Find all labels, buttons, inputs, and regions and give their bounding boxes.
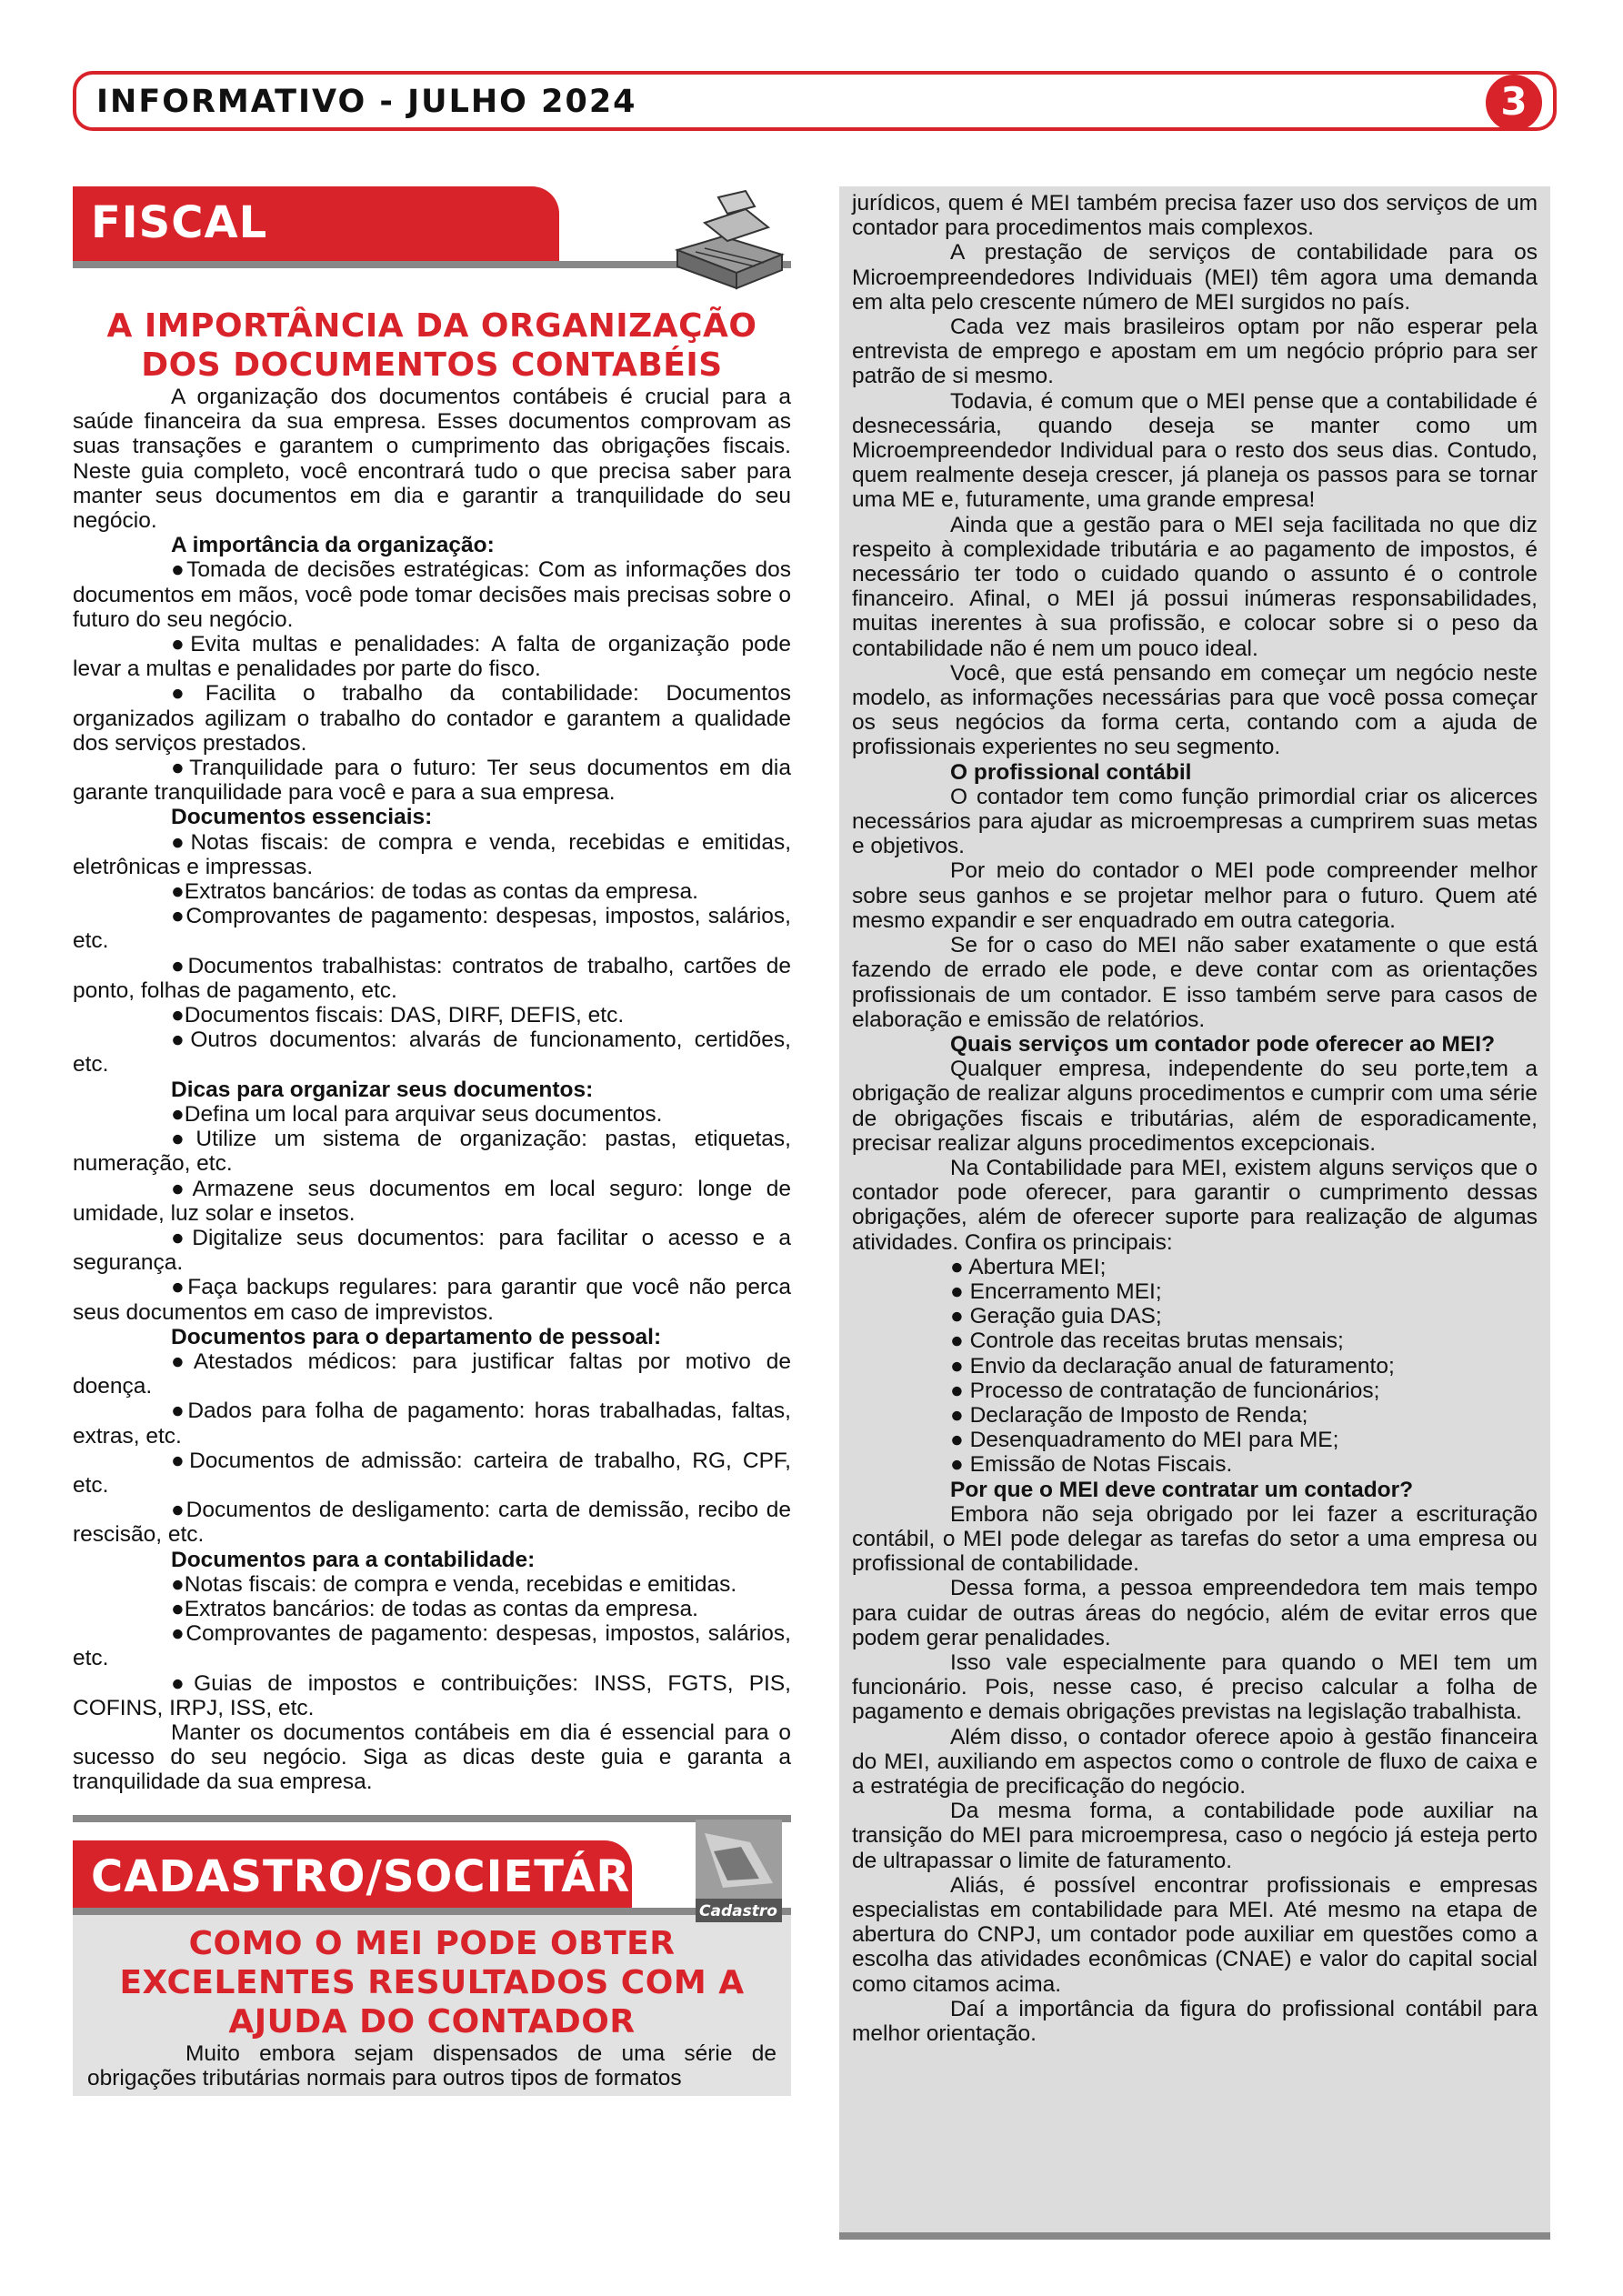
paragraph: Se for o caso do MEI não saber exatamente o que está fazendo de errado ele pode, e deve contar com as orientações profissionais de um contador. E isso também serve para casos de elaboração e emissão de relatórios. [852, 933, 1538, 1032]
paragraph: ●Digitalize seus documentos: para facilitar o acesso e a segurança. [73, 1225, 791, 1276]
paragraph: ●Notas fiscais: de compra e venda, recebidas e emitidas, eletrônicas e impressas. [73, 829, 791, 879]
fiscal-banner [73, 186, 791, 268]
list-item: ● Envio da declaração anual de faturamento; [950, 1353, 1395, 1379]
subheading: Por que o MEI deve contratar um contador? [950, 1477, 1414, 1502]
paragraph: Dessa forma, a pessoa empreendedora tem mais tempo para cuidar de outras áreas do negócio, além de evitar erros que podem gerar penalidades. [852, 1576, 1538, 1650]
paragraph: Aliás, é possível encontrar profissionais e empresas especialistas em contabilidade para MEI. Até mesmo na etapa de abertura do CNPJ, um contador pode auxiliar em questões como a escolha das atividades econômicas (CNAE) e valor do capital social como citamos acima. [852, 1872, 1538, 1997]
page-number: 3 [1486, 75, 1542, 131]
paragraph: O contador tem como função primordial criar os alicerces necessários para ajudar as microempresas a cumprirem suas metas e objetivos. [852, 784, 1538, 859]
cadastro-banner [73, 1815, 791, 1920]
list-item: ● Controle das receitas brutas mensais; [950, 1328, 1344, 1354]
paragraph: ●Faça backups regulares: para garantir que você não perca seus documentos em caso de imprevistos. [73, 1275, 791, 1325]
list-item: ● Abertura MEI; [950, 1254, 1107, 1279]
fiscal-article-body [73, 385, 791, 1795]
right-column [839, 186, 1550, 2232]
fiscal-banner-red [73, 186, 559, 261]
paragraph: Cada vez mais brasileiros optam por não esperar pela entrevista de emprego e apostam em um negócio próprio para ser patrão de si mesmo. [852, 315, 1538, 389]
subheading: Dicas para organizar seus documentos: [171, 1077, 594, 1102]
paragraph: Por meio do contador o MEI pode compreender melhor sobre seus ganhos e se projetar melhor para o futuro. Quem até mesmo expandir e ser enquadrado em outra categoria. [852, 858, 1538, 933]
paragraph: Além disso, o contador oferece apoio à gestão financeira do MEI, auxiliando em aspectos como o controle de fluxo de caixa e a estratégia de precificação do negócio. [852, 1724, 1538, 1799]
paragraph: A prestação de serviços de contabilidade para os Microempreendedores Individuais (MEI) têm agora uma demanda em alta pelo crescente número de MEI surgidos no país. [852, 240, 1538, 315]
list-item: ● Processo de contratação de funcionários; [950, 1378, 1380, 1403]
cadastro-title-line2: EXCELENTES RESULTADOS COM A [119, 1963, 745, 2001]
paragraph: Você, que está pensando em começar um negócio neste modelo, as informações necessárias para que você possa começar os seus negócios da forma certa, contando com a ajuda de profissionais experientes no seu segmento. [852, 660, 1538, 760]
paragraph: ●Atestados médicos: para justificar faltas por motivo de doença. [73, 1349, 791, 1399]
paragraph: ●Defina um local para arquivar seus documentos. [171, 1101, 663, 1127]
paragraph: ●Extratos bancários: de todas as contas da empresa. [171, 1596, 698, 1621]
cadastro-banner-rule [73, 1908, 791, 1915]
paragraph: Isso vale especialmente para quando o MEI tem um funcionário. Pois, nesse caso, é preciso calcular a folha de pagamento e demais obrigações previstas na legislação trabalhista. [852, 1649, 1538, 1725]
cadastro-icon-label: Cadastro [699, 1901, 777, 1920]
paragraph: ●Facilita o trabalho da contabilidade: Documentos organizados agilizam o trabalho do contador e garantem a qualidade dos serviços prestados. [73, 681, 791, 756]
paragraph: ●Comprovantes de pagamento: despesas, impostos, salários, etc. [73, 904, 791, 954]
paragraph: Da mesma forma, a contabilidade pode auxiliar na transição do MEI para microempresa, caso o negócio já esteja perto de ultrapassar o limite de faturamento. [852, 1799, 1538, 1873]
subheading: Quais serviços um contador pode oferecer ao MEI? [950, 1031, 1496, 1057]
list-item: ● Declaração de Imposto de Renda; [950, 1402, 1308, 1428]
cadastro-icon [696, 1815, 782, 1922]
cadastro-banner-label: CADASTRO/SOCIETÁRIO [91, 1850, 686, 1902]
paragraph: Ainda que a gestão para o MEI seja facilitada no que diz respeito à complexidade tributária e ao pagamento de impostos, é necessário ter todo o cuidado quando o assunto é o controle financeiro. Afinal, o MEI já possui inúmeras responsabilidades, muitas inerentes à sua profissão, e colocar sobre si o peso da contabilidade não é nem um pouco ideal. [852, 512, 1538, 661]
fiscal-title-line1: A IMPORTÂNCIA DA ORGANIZAÇÃO [106, 307, 757, 345]
header-title: INFORMATIVO - JULHO 2024 [96, 84, 637, 120]
left-column [73, 186, 791, 2096]
paragraph: ●Utilize um sistema de organização: pastas, etiquetas, numeração, etc. [73, 1127, 791, 1177]
cadastro-title-line1: COMO O MEI PODE OBTER [188, 1924, 676, 1962]
page-header [73, 71, 1557, 131]
list-item: ● Encerramento MEI; [950, 1278, 1162, 1304]
list-item: ● Desenquadramento do MEI para ME; [950, 1428, 1339, 1453]
paragraph: ●Dados para folha de pagamento: horas trabalhadas, faltas, extras, etc. [73, 1399, 791, 1449]
paragraph: ●Comprovantes de pagamento: despesas, impostos, salários, etc. [73, 1621, 791, 1671]
cadastro-intro: Muito embora sejam dispensados de uma série de obrigações tributárias normais para outros tipos de formatos [87, 2040, 776, 2090]
paragraph: Todavia, é comum que o MEI pense que a contabilidade é desnecessária, quando deseja se manter como um Microempreendedor Individual para o resto dos seus dias. Contudo, quem realmente deseja crescer, já planeja os passos para se tornar uma ME e, futuramente, uma grande empresa! [852, 388, 1538, 513]
paragraph: Manter os documentos contábeis em dia é essencial para o sucesso do seu negócio. Siga as dicas deste guia e garanta a tranquilidade da sua empresa. [73, 1719, 791, 1795]
cadastro-title-line3: AJUDA DO CONTADOR [228, 2002, 636, 2040]
subheading: Documentos para o departamento de pessoal: [171, 1324, 662, 1349]
paragraph: ●Extratos bancários: de todas as contas da empresa. [171, 879, 698, 905]
paragraph: ●Armazene seus documentos em local seguro: longe de umidade, luz solar e insetos. [73, 1176, 791, 1226]
paragraph: ●Tomada de decisões estratégicas: Com as informações dos documentos em mãos, você pode tomar decisões mais precisas sobre o futuro do seu negócio. [73, 557, 791, 632]
subheading: Documentos para a contabilidade: [171, 1547, 536, 1572]
right-column-rule [839, 2232, 1550, 2240]
paragraph: ●Tranquilidade para o futuro: Ter seus documentos em dia garante tranquilidade para você e para a sua empresa. [73, 756, 791, 806]
subheading: Documentos essenciais: [171, 805, 433, 830]
list-item: ● Emissão de Notas Fiscais. [950, 1452, 1233, 1478]
cash-register-icon [668, 186, 786, 291]
paragraph: ●Documentos fiscais: DAS, DIRF, DEFIS, etc. [171, 1003, 625, 1028]
paragraph: A organização dos documentos contábeis é crucial para a saúde financeira da sua empresa. Esses documentos comprovam as suas transações e garantem o cumprimento das obrigações fiscais. Neste guia completo, você encontrará tudo o que precisa saber para manter seus documentos em dia e garantir a tranquilidade do seu negócio. [73, 385, 791, 534]
paragraph: ●Documentos trabalhistas: contratos de trabalho, cartões de ponto, folhas de pagamento, etc. [73, 953, 791, 1003]
subheading: O profissional contábil [950, 759, 1192, 785]
right-article-body [839, 186, 1550, 2046]
paragraph: ●Evita multas e penalidades: A falta de organização pode levar a multas e penalidades por parte do fisco. [73, 632, 791, 682]
paragraph: jurídicos, quem é MEI também precisa fazer uso dos serviços de um contador para procedimentos mais complexos. [852, 191, 1538, 241]
paragraph: Qualquer empresa, independente do seu porte,tem a obrigação de realizar alguns procedimentos e cumprir com uma série de obrigações fiscais e tributárias, além de esporadicamente, precisar realizar alguns procedimentos excepcionais. [852, 1057, 1538, 1156]
paragraph: Embora não seja obrigado por lei fazer a escrituração contábil, o MEI pode delegar as tarefas do setor a uma empresa ou profissional de contabilidade. [852, 1501, 1538, 1577]
cadastro-article [73, 1915, 791, 2096]
list-item: ● Geração guia DAS; [950, 1304, 1162, 1329]
paragraph: Na Contabilidade para MEI, existem alguns serviços que o contador pode oferecer, para garantir o cumprimento dessas obrigações, além de oferecer suporte para realização de algumas atividades. Confira os principais: [852, 1155, 1538, 1255]
paragraph: ●Guias de impostos e contribuições: INSS, FGTS, PIS, COFINS, IRPJ, ISS, etc. [73, 1670, 791, 1720]
fiscal-title-line2: DOS DOCUMENTOS CONTABÉIS [141, 346, 723, 384]
fiscal-banner-label: FISCAL [91, 197, 268, 248]
paragraph: ●Notas fiscais: de compra e venda, recebidas e emitidas. [171, 1571, 737, 1597]
paragraph: ●Outros documentos: alvarás de funcionamento, certidões, etc. [73, 1028, 791, 1078]
subheading: A importância da organização: [171, 533, 495, 558]
cadastro-banner-red [73, 1840, 686, 1915]
paragraph: ●Documentos de admissão: carteira de trabalho, RG, CPF, etc. [73, 1448, 791, 1498]
paragraph: Daí a importância da figura do profissional contábil para melhor orientação. [852, 1996, 1538, 2047]
paragraph: ●Documentos de desligamento: carta de demissão, recibo de rescisão, etc. [73, 1498, 791, 1548]
cadastro-top-rule [73, 1815, 791, 1822]
